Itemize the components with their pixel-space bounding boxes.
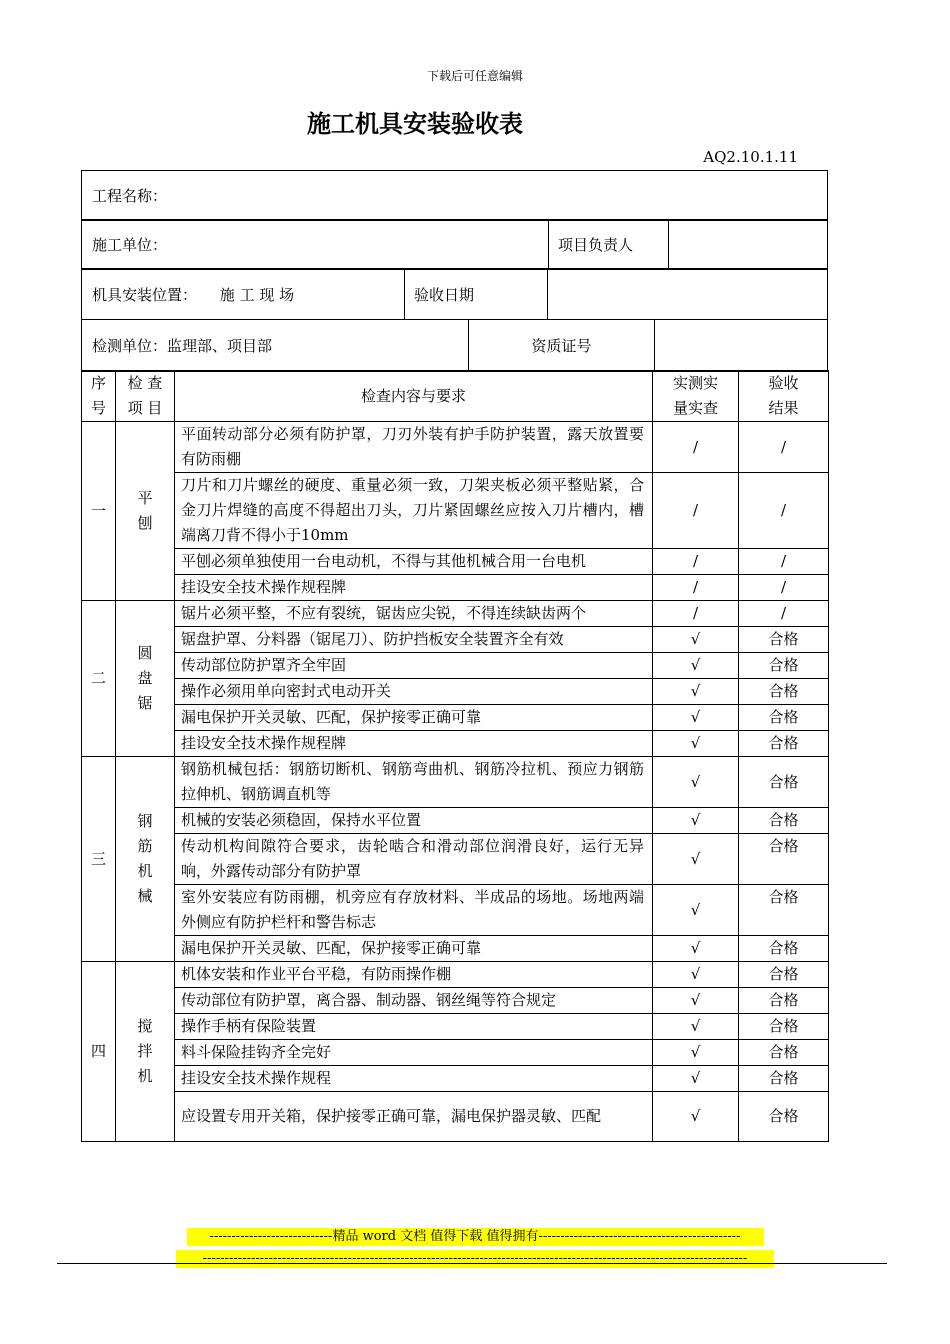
group-name [116,962,175,1142]
table-row [82,808,829,834]
page-title: 施工机具安装验收表 [307,109,523,138]
measured-check: √ [653,679,739,705]
footer-line-2: ---------------------------------------------------------------------------------------------------------------------------- [176,1250,774,1268]
acceptance-result: 合格 [739,757,829,808]
group-name-char: 盘 [137,669,153,687]
measured-check: √ [653,731,739,757]
install-location-value: 施 工 现 场 [219,285,295,304]
check-content: 锯盘护罩、分料器（锯尾刀）、防护挡板安全装置齐全有效 [175,627,653,653]
measured-check: √ [653,962,739,988]
acceptance-result: 合格 [739,936,829,962]
check-content: 传动机构间隙符合要求，齿轮啮合和滑动部位润滑良好，运行无异响，外露传动部分有防护罩 [175,834,653,885]
measured-check: √ [653,1066,739,1092]
project-name-label: 工程名称： [82,171,828,221]
col-item-line2: 项 目 [127,399,163,417]
check-content: 刀片和刀片螺丝的硬度、重量必须一致，刀架夹板必须平整贴紧，合金刀片焊缝的高度不得超出刀头，刀片紧固螺丝应按入刀片槽内，槽端离刀背不得小于10mm [175,473,653,549]
table-row [82,627,829,653]
acceptance-result: 合格 [739,808,829,834]
check-content: 室外安装应有防雨棚，机旁应有存放材料、半成品的场地。场地两端外侧应有防护栏杆和警告标志 [175,885,653,936]
measured-check: √ [653,627,739,653]
project-leader-label: 项目负责人 [549,220,669,270]
check-content: 机体安装和作业平台平稳，有防雨操作棚 [175,962,653,988]
table-row [82,757,829,808]
acceptance-result: / [739,473,829,549]
inspection-table [81,370,829,1142]
check-content: 传动部位有防护罩，离合器、制动器、钢丝绳等符合规定 [175,988,653,1014]
acceptance-result: 合格 [739,731,829,757]
footer [0,1228,950,1272]
col-item [116,371,175,422]
acceptance-result: 合格 [739,705,829,731]
table-row [82,473,829,549]
measured-check: √ [653,653,739,679]
group-name-char: 机 [137,862,153,880]
table-row [82,422,829,473]
group-name-char: 圆 [137,644,153,662]
acceptance-result: 合格 [739,627,829,653]
table-row [82,679,829,705]
acceptance-result: / [739,549,829,575]
check-content: 平面转动部分必须有防护罩，刀刃外装有护手防护装置，露天放置要有防雨棚 [175,422,653,473]
group-name [116,422,175,601]
bottom-divider [57,1263,887,1264]
acceptance-result: 合格 [739,885,829,936]
table-row [82,988,829,1014]
form-code: AQ2.10.1.11 [703,148,798,166]
measured-check: √ [653,808,739,834]
group-name-char: 械 [137,887,153,905]
table-row [82,653,829,679]
install-location-label: 机具安装位置： [92,285,198,304]
qualification-label: 资质证号 [469,320,655,372]
col-measured-line1: 实测实 [672,374,718,392]
col-measured [653,371,739,422]
measured-check: / [653,549,739,575]
table-row [82,549,829,575]
col-seq-line2: 号 [90,399,106,417]
acceptance-result: 合格 [739,653,829,679]
acceptance-result: 合格 [739,834,829,885]
acceptance-result: 合格 [739,1092,829,1142]
group-seq: 一 [82,422,116,601]
check-content: 料斗保险挂钩齐全完好 [175,1040,653,1066]
column-header-row [82,371,829,422]
check-content: 钢筋机械包括：钢筋切断机、钢筋弯曲机、钢筋冷拉机、预应力钢筋拉伸机、钢筋调直机等 [175,757,653,808]
measured-check: √ [653,885,739,936]
check-content: 锯片必须平整，不应有裂统，锯齿应尖锐，不得连续缺齿两个 [175,601,653,627]
check-content: 挂设安全技术操作规程牌 [175,575,653,601]
acceptance-result: / [739,601,829,627]
check-content: 应设置专用开关箱，保护接零正确可靠，漏电保护器灵敏、匹配 [175,1092,653,1142]
col-result [739,371,829,422]
header-row-test-unit [81,319,828,372]
group-name-char: 钢 [137,812,153,830]
measured-check: √ [653,988,739,1014]
table-row [82,885,829,936]
group-seq: 四 [82,962,116,1142]
measured-check: / [653,575,739,601]
check-content: 漏电保护开关灵敏、匹配，保护接零正确可靠 [175,936,653,962]
table-row [82,1040,829,1066]
measured-check: √ [653,1040,739,1066]
table-row [82,1066,829,1092]
acceptance-result: 合格 [739,962,829,988]
check-content: 挂设安全技术操作规程牌 [175,731,653,757]
group-seq: 二 [82,601,116,757]
install-location-cell [82,269,405,320]
acceptance-result: 合格 [739,1066,829,1092]
header-row-location [81,268,828,320]
table-row [82,962,829,988]
test-unit-label: 检测单位：监理部、项目部 [82,320,469,372]
check-content: 挂设安全技术操作规程 [175,1066,653,1092]
check-content: 机械的安装必须稳固，保持水平位置 [175,808,653,834]
table-row [82,936,829,962]
group-name-char: 刨 [137,514,153,532]
group-name-char: 平 [137,489,153,507]
measured-check: √ [653,1014,739,1040]
col-item-line1: 检 查 [127,374,163,392]
col-measured-line2: 量实查 [672,399,718,417]
qualification-value [655,320,828,372]
measured-check: √ [653,834,739,885]
check-content: 传动部位防护罩齐全牢固 [175,653,653,679]
acceptance-result: / [739,422,829,473]
top-note: 下载后可任意编辑 [426,69,523,83]
table-row [82,601,829,627]
col-seq-line1: 序 [90,374,106,392]
col-result-line2: 结果 [768,399,799,417]
header-row-unit [81,219,828,270]
acceptance-date-value [548,269,828,320]
group-seq: 三 [82,757,116,962]
measured-check: / [653,422,739,473]
table-row [82,834,829,885]
measured-check: √ [653,1092,739,1142]
group-name [116,601,175,757]
table-row [82,705,829,731]
acceptance-date-label: 验收日期 [405,269,548,320]
acceptance-result: 合格 [739,679,829,705]
group-name-char: 机 [137,1067,153,1085]
acceptance-result: 合格 [739,988,829,1014]
table-row [82,1014,829,1040]
group-name-char: 锯 [137,694,153,712]
group-name [116,757,175,962]
group-name-char: 搅 [137,1017,153,1035]
col-result-line1: 验收 [768,374,799,392]
group-name-char: 拌 [137,1042,153,1060]
acceptance-result: / [739,575,829,601]
table-row [82,575,829,601]
check-content: 漏电保护开关灵敏、匹配，保护接零正确可靠 [175,705,653,731]
col-seq [82,371,116,422]
acceptance-result: 合格 [739,1040,829,1066]
measured-check: √ [653,936,739,962]
group-name-char: 筋 [137,837,153,855]
table-row [82,731,829,757]
footer-line-1: ----------------------------精品 word 文档 值得下载 值得拥有---------------------------------------------- [187,1228,764,1246]
project-leader-value [669,220,828,270]
check-content: 平刨必须单独使用一台电动机，不得与其他机械合用一台电机 [175,549,653,575]
col-content: 检查内容与要求 [175,371,653,422]
measured-check: / [653,473,739,549]
header-row-project [81,170,828,221]
measured-check: √ [653,757,739,808]
table-row [82,1092,829,1142]
check-content: 操作手柄有保险装置 [175,1014,653,1040]
measured-check: √ [653,705,739,731]
construction-unit-label: 施工单位： [82,220,549,270]
check-content: 操作必须用单向密封式电动开关 [175,679,653,705]
acceptance-result: 合格 [739,1014,829,1040]
measured-check: / [653,601,739,627]
